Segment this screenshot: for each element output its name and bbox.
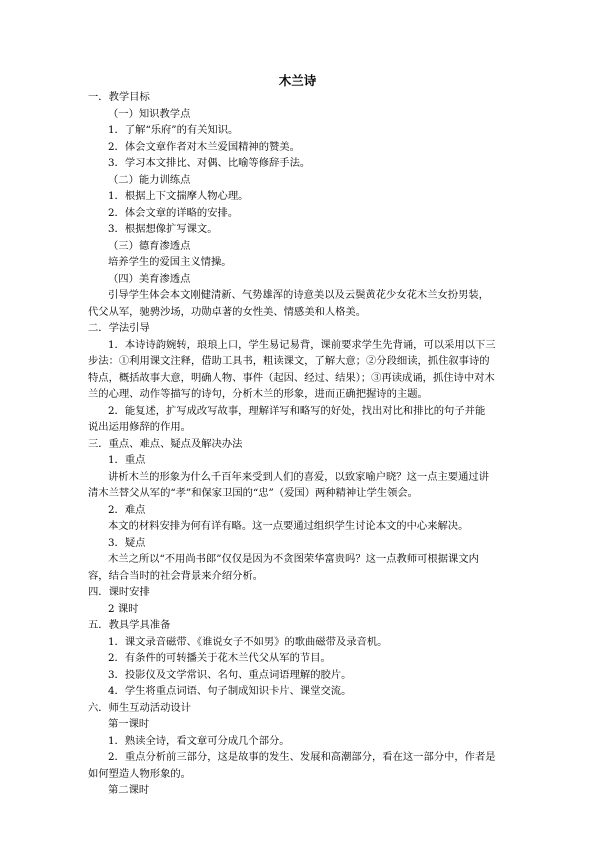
text-line: 如何塑造人物形象的。 bbox=[88, 768, 191, 780]
text-line: 1．课文录音磁带、《谁说女子不如男》的歌曲磁带及录音机。 bbox=[108, 636, 388, 648]
text-line: 2．体会文章的详略的安排。 bbox=[108, 207, 239, 219]
text-line: 1．重点 bbox=[108, 454, 146, 466]
text-line: 第一课时 bbox=[108, 718, 150, 730]
text-line: （三）德育渗透点 bbox=[108, 240, 191, 252]
text-line: 2 课时 bbox=[108, 603, 139, 615]
document-title: 木兰诗 bbox=[278, 73, 317, 88]
text-line: 2．重点分析前三部分，这是故事的发生、发展和高潮部分，看在这一部分中，作者是 bbox=[108, 751, 496, 763]
text-line: 清木兰替父从军的“孝”和保家卫国的“忠”（爱国）两种精神让学生领会。 bbox=[88, 487, 418, 499]
text-line: 1．熟读全诗，看文章可分成几个部分。 bbox=[108, 735, 290, 747]
text-line: 1．本诗诗韵婉转，琅琅上口，学生易记易背，课前要求学生先背诵，可以采用以下三 bbox=[108, 339, 496, 351]
text-line: 3．根据想像扩写课文。 bbox=[108, 223, 218, 235]
text-line: 五．教具学具准备 bbox=[88, 619, 171, 631]
text-line: 特点，概括故事大意，明确人物、事件（起因、经过、结果）；③再读成诵，抓住诗中对木 bbox=[88, 372, 495, 384]
text-line: 三．重点、难点、疑点及解决办法 bbox=[88, 438, 243, 450]
text-line: 1．根据上下文揣摩人物心理。 bbox=[108, 190, 249, 202]
text-line: 2．能复述，扩写成改写故事，理解详写和略写的好处，找出对比和排比的句子并能 bbox=[108, 405, 486, 417]
text-line: 步法：①利用课文注释，借助工具书，粗读课文，了解大意；②分段细读，抓住叙事诗的 bbox=[88, 355, 490, 367]
text-line: 四．课时安排 bbox=[88, 586, 150, 598]
text-line: 代父从军，驰骋沙场，功勋卓著的女性美、情感美和人格美。 bbox=[88, 306, 367, 318]
text-line: 第二课时 bbox=[108, 784, 150, 796]
text-line: 1．了解“乐府”的有关知识。 bbox=[108, 124, 239, 136]
text-line: （二）能力训练点 bbox=[108, 174, 191, 186]
text-line: 说出运用修辞的作用。 bbox=[88, 421, 191, 433]
text-line: 一．教学目标 bbox=[88, 91, 150, 103]
text-line: 3．学习本文排比、对偶、比喻等修辞手法。 bbox=[108, 157, 311, 169]
text-line: （四）美育渗透点 bbox=[108, 273, 191, 285]
text-line: 引导学生体会本文刚健清新、气势雄浑的诗意美以及云鬓黄花少女花木兰女扮男装， bbox=[108, 289, 489, 301]
text-line: 木兰之所以“不用尚书郎”仅仅是因为不贪图荣华富贵吗？这一点教师可根据课文内 bbox=[108, 553, 479, 565]
text-line: （一）知识教学点 bbox=[108, 108, 191, 120]
text-line: 2．难点 bbox=[108, 504, 146, 516]
text-line: 六．师生互动活动设计 bbox=[88, 702, 191, 714]
text-line: 本文的材料安排为何有详有略。这一点要通过组织学生讨论本文的中心来解决。 bbox=[108, 520, 469, 532]
text-line: 3．疑点 bbox=[108, 537, 146, 549]
text-line: 2．体会文章作者对木兰爱国精神的赞美。 bbox=[108, 141, 300, 153]
text-line: 4．学生将重点词语、句子制成知识卡片、课堂交流。 bbox=[108, 685, 352, 697]
text-line: 讲析木兰的形象为什么千百年来受到人们的喜爱，以致家喻户晓？这一点主要通过讲 bbox=[108, 471, 489, 483]
text-line: 2．有条件的可转播关于花木兰代父从军的节目。 bbox=[108, 652, 331, 664]
text-line: 3．投影仪及文学常识、名句、重点词语理解的胶片。 bbox=[108, 669, 352, 681]
text-line: 培养学生的爱国主义情操。 bbox=[108, 256, 232, 268]
text-line: 二．学法引导 bbox=[88, 322, 150, 334]
text-line: 容，结合当时的社会背景来介绍分析。 bbox=[88, 570, 264, 582]
text-line: 兰的心理、动作等描写的诗句，分析木兰的形象，进而正确把握诗的主题。 bbox=[88, 388, 428, 400]
